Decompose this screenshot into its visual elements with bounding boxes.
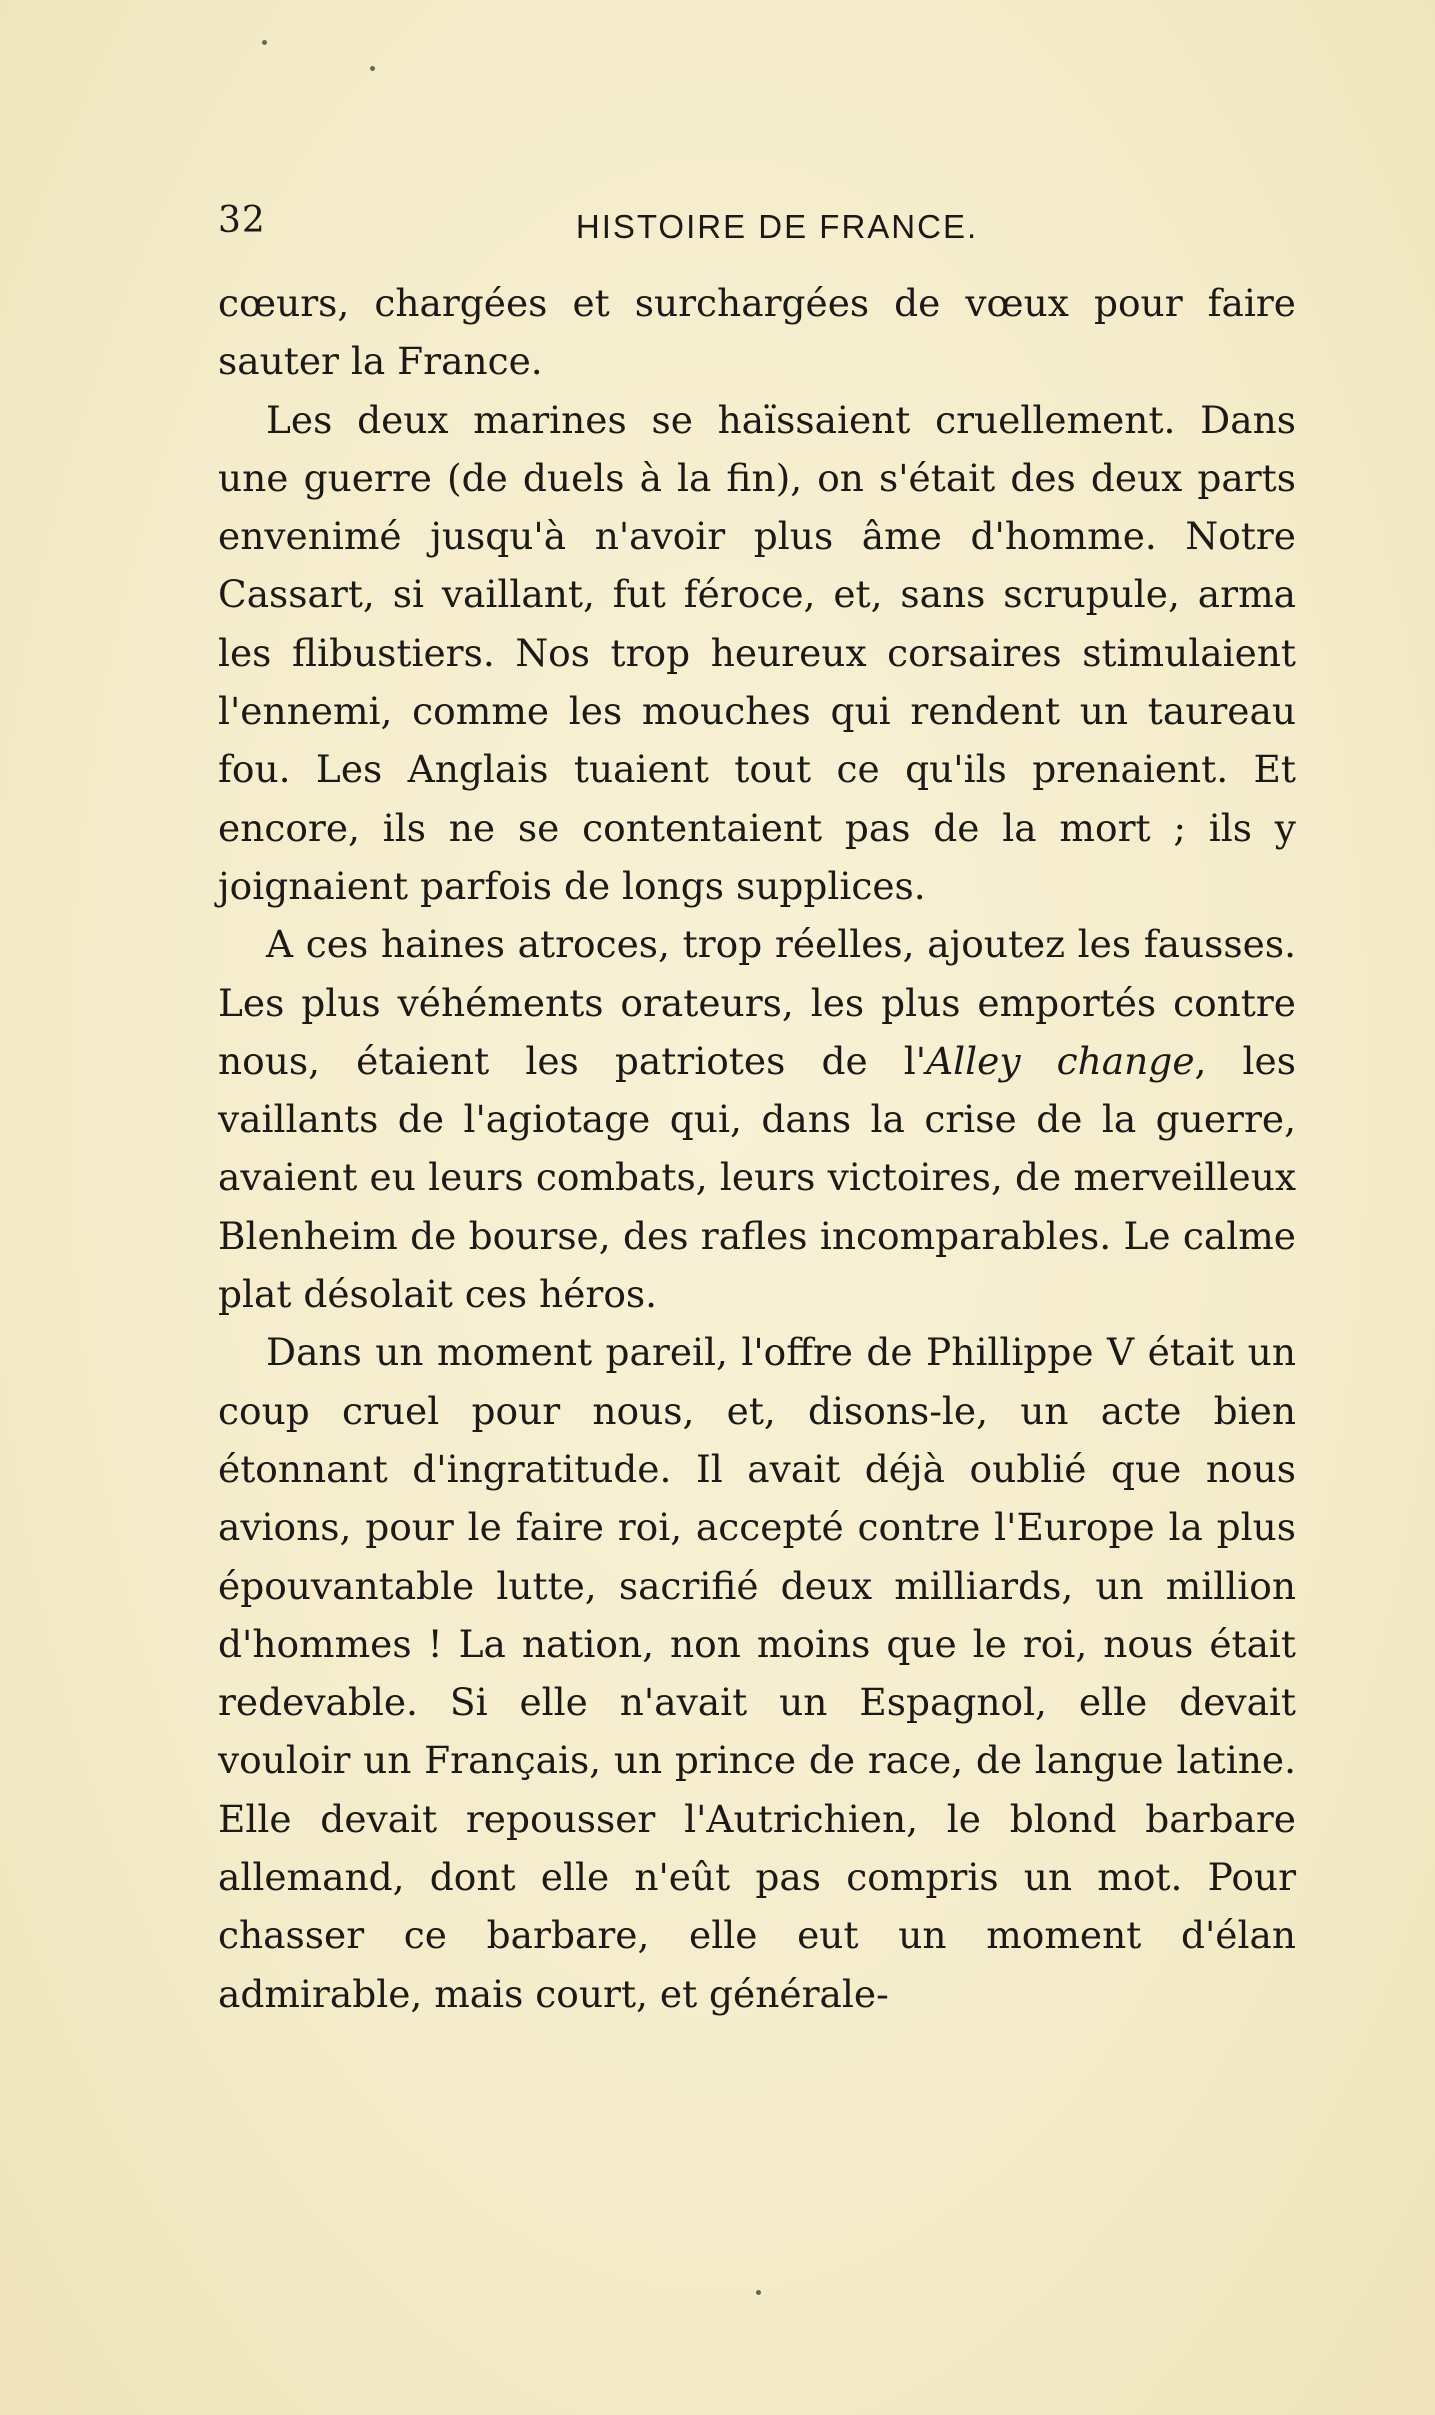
paragraph-4: Dans un moment pareil, l'offre de Phillippe V était un coup cruel pour nous, et, disons-le, un acte bien étonnant d'ingratitude. Il avait déjà oublié que nous avions, pour le faire roi, accepté contre l'Europe la plus épouvantable lutte, sacrifié deux milliards, un million d'hommes ! La nation, non moins que le roi, nous était redevable. Si elle n'avait un Espagnol, elle devait vouloir un Français, un prince de race, de langue latine. Elle devait repousser l'Autrichien, le blond barbare allemand, dont elle n'eût pas compris un mot. Pour chasser ce barbare, elle eut un moment d'élan admirable, mais court, et générale-	[218, 1330, 1296, 2016]
paragraph-1: cœurs, chargées et surchargées de vœux pour faire sauter la France.	[218, 281, 1296, 384]
running-title: HISTOIRE DE FRANCE.	[575, 208, 979, 245]
paragraph-3	[218, 915, 1296, 1323]
ink-speck	[262, 40, 267, 45]
paragraph-3-text-start: A ces haines atroces, trop réelles, ajoutez les fausses. Les plus véhéments orateurs, les plus emportés contre nous, étaient les patriotes de l'	[218, 922, 1296, 1083]
body-text	[218, 274, 1296, 2023]
paragraph-2: Les deux marines se haïssaient cruellement. Dans une guerre (de duels à la fin), on s'était des deux parts envenimé jusqu'à n'avoir plus âme d'homme. Notre Cassart, si vaillant, fut féroce, et, sans scrupule, arma les flibustiers. Nos trop heureux corsaires stimulaient l'ennemi, comme les mouches qui rendent un taureau fou. Les Anglais tuaient tout ce qu'ils prenaient. Et encore, ils ne se contentaient pas de la mort ; ils y joignaient parfois de longs supplices.	[218, 397, 1296, 908]
italic-term-alley-change: Alley change	[926, 1038, 1195, 1083]
paragraph-3-text-end: , les vaillants de l'agiotage qui, dans la crise de la guerre, avaient eu leurs combats, leurs victoires, de merveilleux Blenheim de bourse, des rafles incomparables. Le calme plat désolait ces héros.	[218, 1038, 1296, 1317]
page-header	[218, 200, 1296, 260]
ink-speck	[756, 2290, 761, 2295]
ink-speck	[370, 66, 375, 71]
page-number: 32	[218, 200, 266, 241]
